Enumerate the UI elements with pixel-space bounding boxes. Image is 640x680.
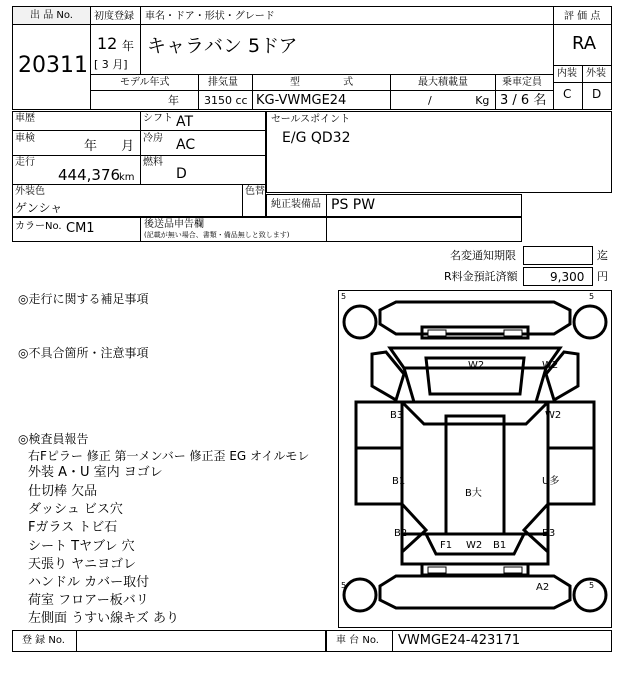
mark-rear-bumper: A2	[536, 582, 550, 593]
exterior-grade: D	[592, 87, 602, 101]
oem-equip: PS PW	[331, 197, 376, 213]
mark-left-bottom: B2	[394, 528, 408, 539]
displacement-label: 排気量	[208, 77, 238, 88]
first-reg-label: 初度登録	[94, 11, 134, 22]
ac-label: 冷房	[143, 133, 163, 144]
displacement: 3150 cc	[204, 94, 248, 107]
delivery-label: 後送品申告欄	[144, 219, 204, 230]
vehicle-outline	[338, 290, 612, 628]
color-no: CM1	[66, 221, 95, 236]
fuel: D	[176, 166, 187, 182]
shift-label: シフト	[143, 113, 173, 124]
tire-label-front-right: 5	[589, 292, 595, 301]
first-reg-month: [ 3 月]	[94, 58, 128, 71]
shift: AT	[176, 114, 194, 130]
name-change-label: 名変通知期限	[450, 249, 516, 262]
max-load: / Kg	[428, 94, 490, 107]
mark-right-rear: U多	[542, 476, 560, 487]
mark-bottom-w2: W2	[466, 540, 483, 551]
driving-notes-label: ◎走行に関する補足事項	[18, 292, 149, 306]
capacity-label: 乗車定員	[502, 77, 542, 88]
mileage: 444,376	[58, 166, 121, 184]
type-label: 型 式	[290, 77, 354, 88]
mileage-unit: km	[119, 172, 135, 183]
mark-left-rear: B1	[392, 476, 406, 487]
mark-bottom-b1: B1	[493, 540, 507, 551]
report-line: 外装 A・U 室内 ヨゴレ	[28, 465, 163, 480]
history-label: 車歴	[15, 113, 35, 124]
rating: RA	[572, 33, 597, 54]
model-type: KG-VWMGE24	[256, 93, 347, 108]
defects-label: ◎不具合箇所・注意事項	[18, 346, 149, 360]
interior-label: 内装	[557, 68, 577, 79]
inspection-label: 車検	[15, 133, 35, 144]
exterior-label: 外装	[586, 68, 606, 79]
report-line: 右Fピラー 修正 第一メンバー 修正歪 EG オイルモレ	[28, 449, 310, 463]
mark-right-bottom: B3	[542, 528, 556, 539]
lot-no-label: 出 品 No.	[13, 7, 90, 24]
sales-point: E/G QD32	[282, 130, 351, 146]
lot-no: 20311	[18, 53, 88, 78]
report-line: Fガラス トビ石	[28, 520, 118, 535]
chassis-no: VWMGE24-423171	[398, 633, 521, 648]
recycle-value: 9,300	[550, 270, 585, 284]
report-line: 天張り ヤニヨゴレ	[28, 557, 137, 572]
car-name: キャラバン 5ドア	[147, 35, 298, 57]
interior-grade: C	[563, 87, 572, 101]
mark-left-mid: B3	[390, 410, 404, 421]
name-change-box	[523, 246, 593, 265]
report-line: シート Tヤブレ 穴	[28, 539, 135, 554]
mark-bottom-f1: F1	[440, 540, 453, 551]
tire-label-front-left: 5	[341, 292, 347, 301]
first-reg-year: 12	[97, 34, 118, 53]
ac: AC	[176, 137, 196, 153]
car-name-label: 車名・ドア・形状・グレード	[145, 11, 275, 22]
capacity: 3 / 6 名	[500, 93, 547, 108]
reg-no-label: 登 録 No.	[22, 635, 65, 646]
report-line: ダッシュ ビス穴	[28, 502, 123, 517]
sales-point-label: セールスポイント	[271, 114, 351, 125]
tire-label-rear-left: 5	[341, 581, 347, 590]
report-line: 仕切棒 欠品	[28, 484, 98, 499]
color-label: 外装色	[15, 186, 45, 197]
model-year-label: モデル年式	[120, 77, 170, 88]
oem-equip-label: 純正装備品	[271, 199, 321, 210]
report-line: 左側面 うすい線キズ あり	[28, 611, 180, 626]
repaint-label: 色替	[245, 186, 265, 197]
first-reg-year-unit: 年	[122, 39, 135, 53]
mark-center: B大	[465, 488, 482, 499]
report-line: ハンドル カバー取付	[28, 575, 150, 590]
tire-label-rear-right: 5	[589, 581, 595, 590]
rating-label: 評 価 点	[564, 11, 601, 22]
delivery-note: (記載が無い場合、書類・備品無しと致します)	[144, 231, 290, 239]
model-year-value: 年	[168, 94, 179, 107]
fuel-label: 燃料	[143, 157, 163, 168]
inspector-report-label: ◎検査員報告	[18, 432, 89, 446]
report-line: 荷室 フロアー板バリ	[28, 593, 149, 608]
name-change-unit: 迄	[597, 249, 608, 262]
mark-roof-front: W2	[468, 360, 485, 371]
recycle-unit: 円	[597, 270, 608, 283]
max-load-label: 最大積載量	[418, 77, 468, 88]
color-no-label: カラーNo.	[15, 221, 62, 232]
chassis-label: 車 台 No.	[336, 635, 379, 646]
color: ゲンシャ	[15, 201, 63, 215]
mileage-label: 走行	[15, 157, 35, 168]
mark-right-mid: W2	[545, 410, 562, 421]
recycle-label: R料金預託済額	[444, 270, 518, 283]
mark-right-front: W2	[542, 360, 559, 371]
inspection-value: 年 月	[84, 139, 135, 154]
